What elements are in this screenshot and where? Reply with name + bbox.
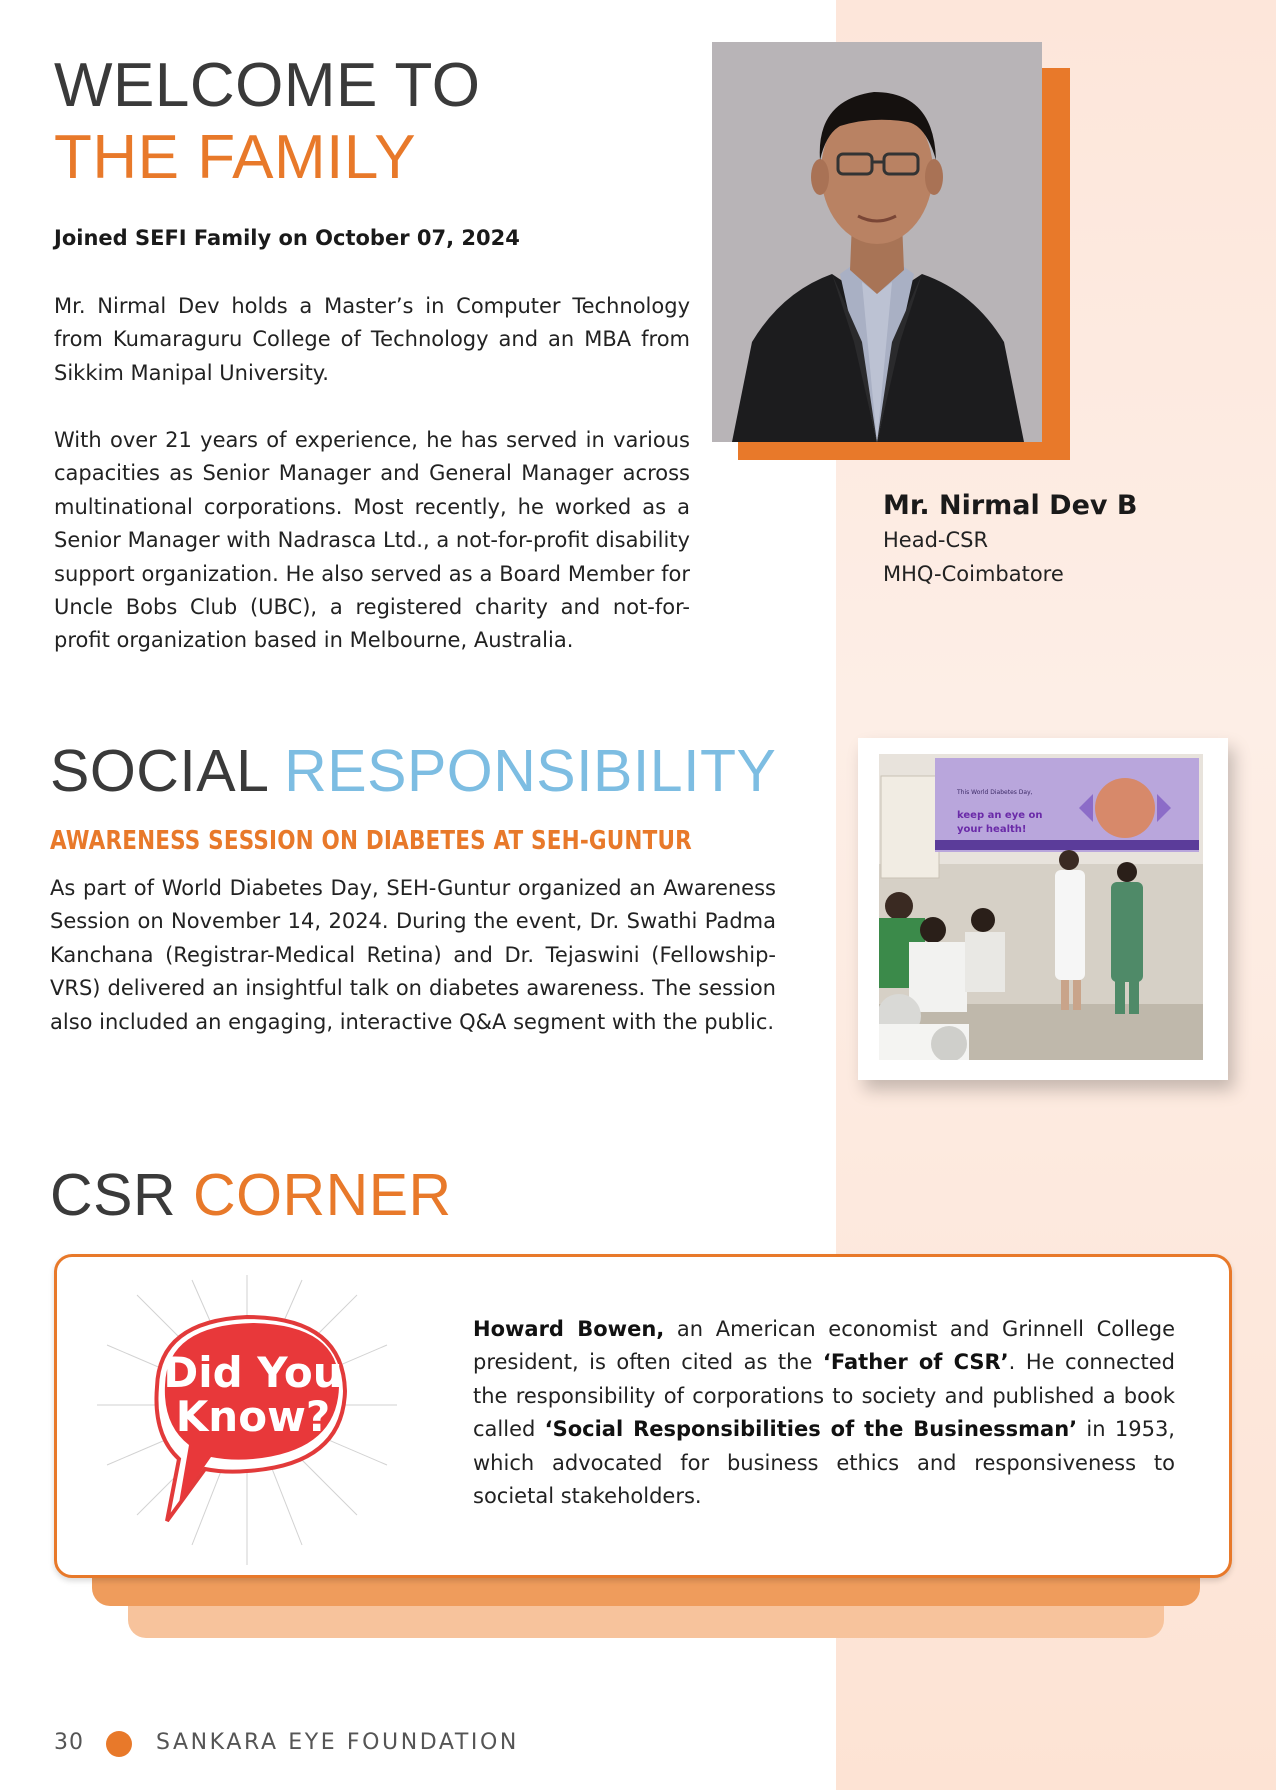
fact-text-part1: an American economist and Grinnell College president, is often cited as the bbox=[473, 1317, 1175, 1375]
portrait-photo bbox=[712, 42, 1042, 442]
event-subtitle: AWARENESS SESSION ON DIABETES AT SEH-GUNTUR bbox=[50, 826, 692, 856]
person-location: MHQ-Coimbatore bbox=[883, 562, 1064, 586]
badge-line2: Know? bbox=[175, 1392, 331, 1441]
csr-title-word2: CORNER bbox=[192, 1162, 452, 1228]
footer-organization: SANKARA EYE FOUNDATION bbox=[156, 1730, 519, 1755]
banner-line2: your health! bbox=[957, 824, 1027, 835]
fact-quote-book-title: ‘Social Responsibilities of the Businessman’ bbox=[544, 1417, 1078, 1442]
csr-title-word1: CSR bbox=[50, 1162, 177, 1228]
person-role: Head-CSR bbox=[883, 528, 989, 552]
csr-fact-card bbox=[54, 1254, 1232, 1578]
banner-small-text: This World Diabetes Day, bbox=[957, 789, 1033, 796]
csr-fact-text bbox=[473, 1313, 1175, 1513]
footer-dot-icon bbox=[106, 1731, 132, 1757]
event-description: As part of World Diabetes Day, SEH-Guntur organized an Awareness Session on November 14, 2024. During the event, Dr. Swathi Padma Kanchana (Registrar-Medical Retina) and Dr. Tejaswini (Fellowship-VRS) delivered an insightful talk on diabetes awareness. The session also included an engaging, interactive Q&A segment with the public. bbox=[50, 876, 776, 1034]
event-photo-card bbox=[858, 738, 1228, 1080]
fact-quote-father-of-csr: ‘Father of CSR’ bbox=[822, 1350, 1009, 1375]
fact-text-part2: . He connected the responsibility of corporations to society and published a book called bbox=[473, 1350, 1175, 1442]
fact-person-name: Howard Bowen, bbox=[473, 1317, 665, 1341]
badge-line1: Did You bbox=[163, 1348, 343, 1397]
fact-text-part3: in 1953, which advocated for business ethics and responsiveness to societal stakeholders. bbox=[473, 1417, 1175, 1509]
welcome-title-line1: WELCOME TO bbox=[54, 51, 481, 120]
page-number: 30 bbox=[54, 1730, 84, 1755]
social-title-word2: RESPONSIBILITY bbox=[284, 738, 777, 804]
person-name: Mr. Nirmal Dev B bbox=[883, 490, 1138, 521]
joined-date: Joined SEFI Family on October 07, 2024 bbox=[54, 226, 520, 250]
bio-paragraph-experience: With over 21 years of experience, he has served in various capacities as Senior Manager and General Manager across multinational corporations. Most recently, he worked as a Senior Manager with Nadrasca Ltd., a not-for-profit disability support organization. He also served as a Board Member for Uncle Bobs Club (UBC), a registered charity and not-for-profit organization based in Melbourne, Australia. bbox=[54, 428, 690, 653]
welcome-title-line2: THE FAMILY bbox=[54, 123, 417, 192]
social-responsibility-title bbox=[50, 738, 776, 804]
social-title-word1: SOCIAL bbox=[50, 738, 268, 804]
did-you-know-badge bbox=[87, 1275, 407, 1575]
bio-paragraph-education: Mr. Nirmal Dev holds a Master’s in Computer Technology from Kumaraguru College of Technology and an MBA from Sikkim Manipal University. bbox=[54, 294, 690, 385]
event-photo bbox=[879, 754, 1203, 1060]
csr-corner-title bbox=[50, 1162, 452, 1228]
banner-line1: keep an eye on bbox=[957, 810, 1043, 821]
